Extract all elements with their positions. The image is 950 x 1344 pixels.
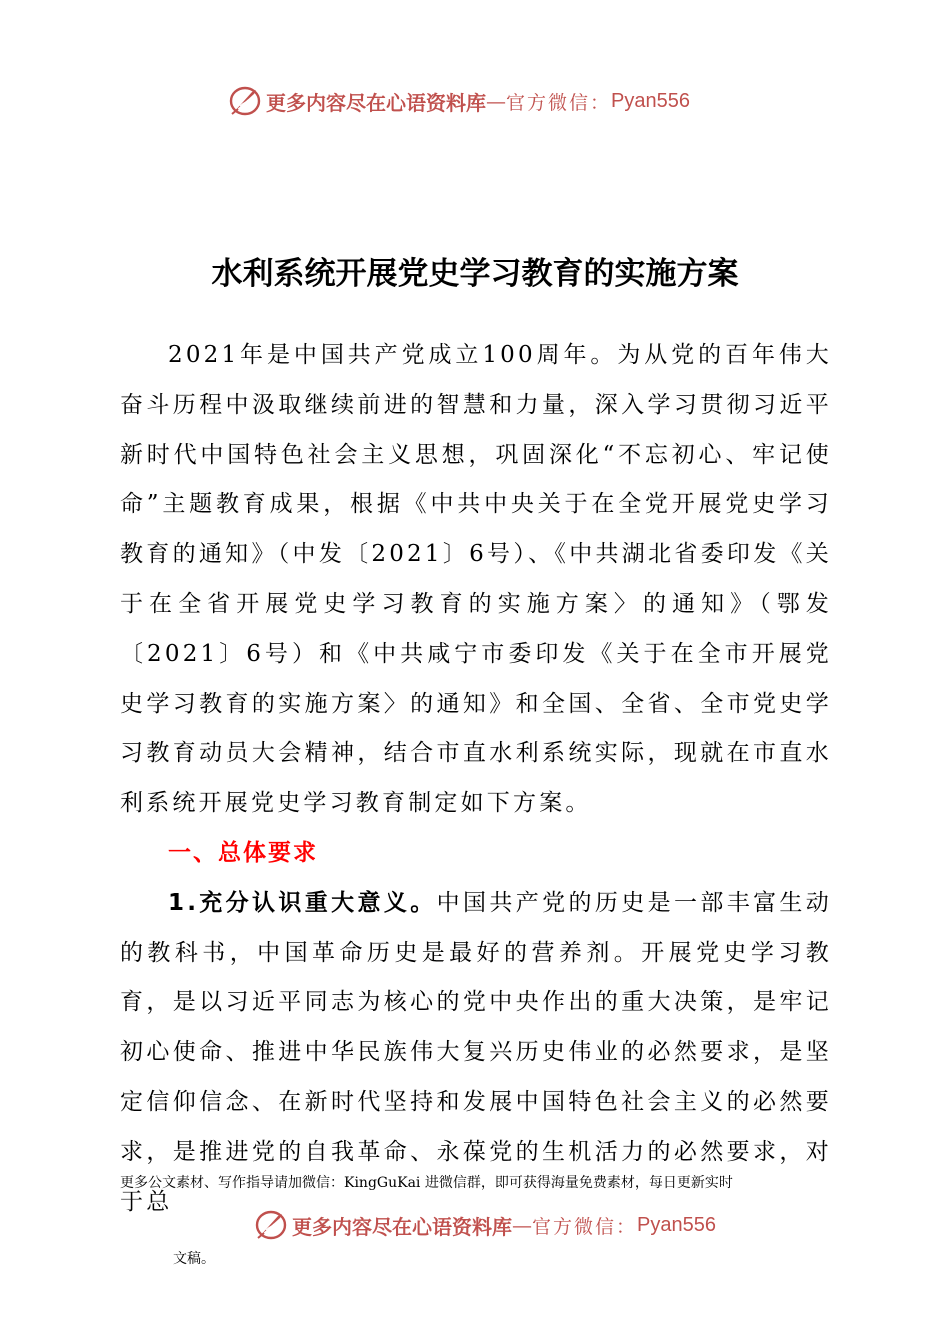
quill-logo-icon bbox=[228, 84, 262, 118]
footer-note-continued: 文稿。 bbox=[173, 1251, 215, 1267]
watermark-dash: — bbox=[486, 89, 506, 113]
section-heading: 一、总体要求 bbox=[168, 839, 318, 866]
watermark-brand: 更多内容尽在心语资料库 bbox=[292, 1214, 512, 1239]
watermark-account: Pyan556 bbox=[637, 1213, 716, 1236]
document-title: 水利系统开展党史学习教育的实施方案 bbox=[211, 256, 739, 292]
document-body bbox=[120, 331, 832, 1227]
watermark-account: Pyan556 bbox=[611, 89, 690, 112]
intro-paragraph: 2021年是中国共产党成立100周年。为从党的百年伟大奋斗历程中汲取继续前进的智慧和力量，深入学习贯彻习近平新时代中国特色社会主义思想，巩固深化“不忘初心、牢记使命”主题教育成果，根据《中共中央关于在全党开展党史学习教育的通知》（中发〔2021〕6号）、《中共湖北省委印发《关于在全省开展党史学习教育的实施方案〉的通知》（鄂发〔2021〕6号）和《中共咸宁市委印发《关于在全市开展党史学习教育的实施方案〉的通知》和全国、全省、全市党史学习教育动员大会精神，结合市直水利系统实际，现就在市直水利系统开展党史学习教育制定如下方案。 bbox=[120, 342, 832, 817]
watermark-top bbox=[228, 84, 690, 118]
item-lead: 1.充分认识重大意义。 bbox=[168, 889, 437, 916]
item-text: 中国共产党的历史是一部丰富生动的教科书，中国革命历史是最好的营养剂。开展党史学习教育，是以习近平同志为核心的党中央作出的重大决策，是牢记初心使命、推进中华民族伟大复兴历史伟业的必然要求，是坚定信仰信念、在新时代坚持和发展中国特色社会主义的必然要求，是推进党的自我革命、永葆党的生机活力的必然要求，对于总 bbox=[120, 889, 833, 1215]
footer-note: 更多公文素材、写作指导请加微信：KingGuKai 进微信群，即可获得海量免费素材，每日更新实时 bbox=[120, 1175, 733, 1191]
watermark-bottom bbox=[254, 1208, 716, 1242]
watermark-official: 官方微信： bbox=[506, 91, 612, 114]
watermark-dash: — bbox=[512, 1213, 532, 1237]
quill-logo-icon bbox=[254, 1208, 288, 1242]
watermark-brand: 更多内容尽在心语资料库 bbox=[266, 90, 486, 115]
watermark-official: 官方微信： bbox=[532, 1215, 638, 1238]
